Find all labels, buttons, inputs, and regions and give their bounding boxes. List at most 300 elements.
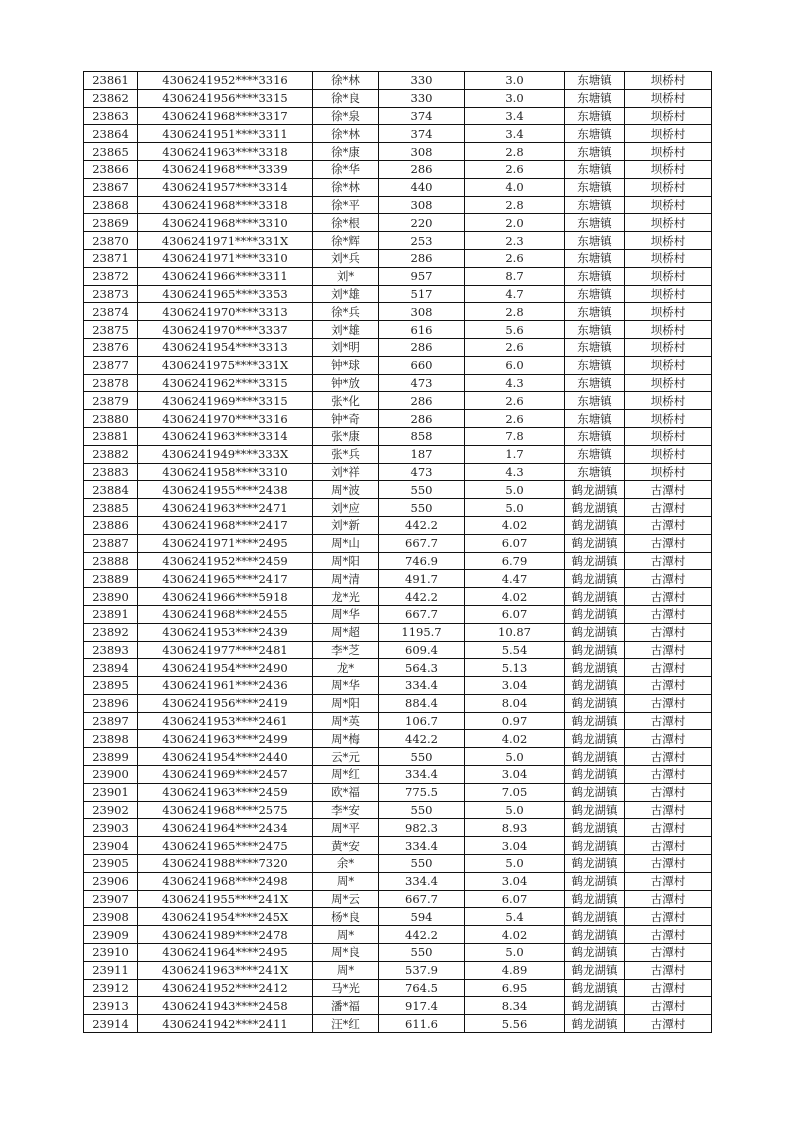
name-cell: 余* [313, 855, 379, 873]
quantity-cell: 3.4 [465, 107, 565, 125]
village-cell: 古潭村 [625, 481, 712, 499]
town-cell: 鹤龙湖镇 [565, 712, 625, 730]
name-cell: 马*光 [313, 979, 379, 997]
quantity-cell: 4.3 [465, 463, 565, 481]
village-cell: 古潭村 [625, 605, 712, 623]
table-row [84, 552, 712, 570]
name-cell: 徐*林 [313, 125, 379, 143]
quantity-cell: 3.04 [465, 837, 565, 855]
row-number-cell: 23872 [84, 267, 138, 285]
id-number-cell: 4306241963****3318 [138, 143, 313, 161]
village-cell: 坝桥村 [625, 445, 712, 463]
table-body [84, 72, 712, 1033]
amount-cell: 334.4 [379, 872, 465, 890]
village-cell: 古潭村 [625, 979, 712, 997]
row-number-cell: 23908 [84, 908, 138, 926]
amount-cell: 550 [379, 855, 465, 873]
town-cell: 鹤龙湖镇 [565, 837, 625, 855]
quantity-cell: 8.04 [465, 694, 565, 712]
amount-cell: 106.7 [379, 712, 465, 730]
row-number-cell: 23877 [84, 356, 138, 374]
name-cell: 徐*林 [313, 178, 379, 196]
name-cell: 刘* [313, 267, 379, 285]
row-number-cell: 23881 [84, 427, 138, 445]
id-number-cell: 4306241970****3316 [138, 410, 313, 428]
name-cell: 刘*祥 [313, 463, 379, 481]
amount-cell: 764.5 [379, 979, 465, 997]
row-number-cell: 23861 [84, 72, 138, 90]
quantity-cell: 6.95 [465, 979, 565, 997]
row-number-cell: 23889 [84, 570, 138, 588]
quantity-cell: 3.04 [465, 677, 565, 695]
row-number-cell: 23883 [84, 463, 138, 481]
town-cell: 鹤龙湖镇 [565, 516, 625, 534]
table-row [84, 766, 712, 784]
table-row [84, 89, 712, 107]
row-number-cell: 23876 [84, 338, 138, 356]
row-number-cell: 23906 [84, 872, 138, 890]
name-cell: 徐*辉 [313, 232, 379, 250]
name-cell: 刘*雄 [313, 321, 379, 339]
table-row [84, 321, 712, 339]
table-row [84, 659, 712, 677]
id-number-cell: 4306241968****3310 [138, 214, 313, 232]
quantity-cell: 2.3 [465, 232, 565, 250]
village-cell: 古潭村 [625, 872, 712, 890]
town-cell: 鹤龙湖镇 [565, 481, 625, 499]
table-row [84, 890, 712, 908]
quantity-cell: 5.0 [465, 801, 565, 819]
town-cell: 鹤龙湖镇 [565, 890, 625, 908]
town-cell: 鹤龙湖镇 [565, 623, 625, 641]
name-cell: 周*波 [313, 481, 379, 499]
table-row [84, 748, 712, 766]
name-cell: 徐*泉 [313, 107, 379, 125]
town-cell: 鹤龙湖镇 [565, 694, 625, 712]
town-cell: 鹤龙湖镇 [565, 819, 625, 837]
table-row [84, 641, 712, 659]
town-cell: 鹤龙湖镇 [565, 961, 625, 979]
village-cell: 古潭村 [625, 516, 712, 534]
row-number-cell: 23894 [84, 659, 138, 677]
town-cell: 鹤龙湖镇 [565, 766, 625, 784]
amount-cell: 957 [379, 267, 465, 285]
village-cell: 坝桥村 [625, 356, 712, 374]
village-cell: 坝桥村 [625, 410, 712, 428]
row-number-cell: 23895 [84, 677, 138, 695]
quantity-cell: 2.8 [465, 196, 565, 214]
id-number-cell: 4306241977****2481 [138, 641, 313, 659]
village-cell: 坝桥村 [625, 427, 712, 445]
village-cell: 古潭村 [625, 801, 712, 819]
name-cell: 张*康 [313, 427, 379, 445]
village-cell: 古潭村 [625, 748, 712, 766]
row-number-cell: 23887 [84, 534, 138, 552]
village-cell: 古潭村 [625, 961, 712, 979]
town-cell: 东塘镇 [565, 107, 625, 125]
id-number-cell: 4306241971****3310 [138, 249, 313, 267]
town-cell: 东塘镇 [565, 303, 625, 321]
id-number-cell: 4306241953****2461 [138, 712, 313, 730]
amount-cell: 491.7 [379, 570, 465, 588]
town-cell: 东塘镇 [565, 445, 625, 463]
name-cell: 徐*兵 [313, 303, 379, 321]
row-number-cell: 23896 [84, 694, 138, 712]
table-row [84, 961, 712, 979]
town-cell: 鹤龙湖镇 [565, 499, 625, 517]
name-cell: 周*红 [313, 766, 379, 784]
town-cell: 东塘镇 [565, 374, 625, 392]
town-cell: 鹤龙湖镇 [565, 926, 625, 944]
row-number-cell: 23866 [84, 160, 138, 178]
village-cell: 古潭村 [625, 944, 712, 962]
amount-cell: 982.3 [379, 819, 465, 837]
table-row [84, 819, 712, 837]
amount-cell: 775.5 [379, 783, 465, 801]
id-number-cell: 4306241975****331X [138, 356, 313, 374]
row-number-cell: 23867 [84, 178, 138, 196]
amount-cell: 550 [379, 481, 465, 499]
town-cell: 东塘镇 [565, 160, 625, 178]
id-number-cell: 4306241968****2498 [138, 872, 313, 890]
quantity-cell: 5.0 [465, 855, 565, 873]
quantity-cell: 4.02 [465, 926, 565, 944]
town-cell: 东塘镇 [565, 463, 625, 481]
name-cell: 周*超 [313, 623, 379, 641]
quantity-cell: 6.07 [465, 605, 565, 623]
town-cell: 鹤龙湖镇 [565, 552, 625, 570]
table-row [84, 160, 712, 178]
table-row [84, 338, 712, 356]
name-cell: 钟*奇 [313, 410, 379, 428]
name-cell: 刘*新 [313, 516, 379, 534]
name-cell: 刘*应 [313, 499, 379, 517]
id-number-cell: 4306241968****3318 [138, 196, 313, 214]
village-cell: 坝桥村 [625, 338, 712, 356]
name-cell: 潘*福 [313, 997, 379, 1015]
town-cell: 鹤龙湖镇 [565, 570, 625, 588]
town-cell: 东塘镇 [565, 214, 625, 232]
name-cell: 周*平 [313, 819, 379, 837]
village-cell: 古潭村 [625, 499, 712, 517]
quantity-cell: 4.02 [465, 730, 565, 748]
id-number-cell: 4306241954****2490 [138, 659, 313, 677]
town-cell: 鹤龙湖镇 [565, 748, 625, 766]
quantity-cell: 10.87 [465, 623, 565, 641]
id-number-cell: 4306241943****2458 [138, 997, 313, 1015]
id-number-cell: 4306241952****2459 [138, 552, 313, 570]
table-row [84, 72, 712, 90]
row-number-cell: 23892 [84, 623, 138, 641]
name-cell: 徐*林 [313, 72, 379, 90]
quantity-cell: 3.4 [465, 125, 565, 143]
town-cell: 鹤龙湖镇 [565, 1015, 625, 1033]
row-number-cell: 23886 [84, 516, 138, 534]
quantity-cell: 2.8 [465, 303, 565, 321]
amount-cell: 473 [379, 374, 465, 392]
quantity-cell: 2.6 [465, 392, 565, 410]
name-cell: 李*芝 [313, 641, 379, 659]
town-cell: 东塘镇 [565, 196, 625, 214]
town-cell: 东塘镇 [565, 89, 625, 107]
village-cell: 坝桥村 [625, 249, 712, 267]
id-number-cell: 4306241952****3316 [138, 72, 313, 90]
table-row [84, 694, 712, 712]
village-cell: 坝桥村 [625, 392, 712, 410]
id-number-cell: 4306241963****2459 [138, 783, 313, 801]
id-number-cell: 4306241963****2471 [138, 499, 313, 517]
quantity-cell: 7.8 [465, 427, 565, 445]
quantity-cell: 4.02 [465, 516, 565, 534]
town-cell: 鹤龙湖镇 [565, 944, 625, 962]
amount-cell: 442.2 [379, 588, 465, 606]
amount-cell: 440 [379, 178, 465, 196]
id-number-cell: 4306241968****3317 [138, 107, 313, 125]
quantity-cell: 4.47 [465, 570, 565, 588]
data-table [83, 71, 712, 1033]
table-row [84, 249, 712, 267]
row-number-cell: 23900 [84, 766, 138, 784]
table-row [84, 107, 712, 125]
name-cell: 徐*康 [313, 143, 379, 161]
village-cell: 古潭村 [625, 552, 712, 570]
id-number-cell: 4306241965****3353 [138, 285, 313, 303]
row-number-cell: 23891 [84, 605, 138, 623]
town-cell: 东塘镇 [565, 143, 625, 161]
id-number-cell: 4306241968****2455 [138, 605, 313, 623]
village-cell: 古潭村 [625, 677, 712, 695]
quantity-cell: 1.7 [465, 445, 565, 463]
quantity-cell: 4.89 [465, 961, 565, 979]
table-row [84, 855, 712, 873]
amount-cell: 550 [379, 944, 465, 962]
village-cell: 古潭村 [625, 855, 712, 873]
town-cell: 鹤龙湖镇 [565, 730, 625, 748]
id-number-cell: 4306241964****2434 [138, 819, 313, 837]
row-number-cell: 23911 [84, 961, 138, 979]
amount-cell: 884.4 [379, 694, 465, 712]
name-cell: 刘*明 [313, 338, 379, 356]
town-cell: 东塘镇 [565, 392, 625, 410]
name-cell: 张*兵 [313, 445, 379, 463]
town-cell: 鹤龙湖镇 [565, 997, 625, 1015]
town-cell: 东塘镇 [565, 232, 625, 250]
village-cell: 古潭村 [625, 1015, 712, 1033]
amount-cell: 550 [379, 801, 465, 819]
name-cell: 徐*平 [313, 196, 379, 214]
table-row [84, 481, 712, 499]
village-cell: 古潭村 [625, 908, 712, 926]
name-cell: 刘*雄 [313, 285, 379, 303]
quantity-cell: 6.0 [465, 356, 565, 374]
amount-cell: 286 [379, 338, 465, 356]
quantity-cell: 3.04 [465, 766, 565, 784]
amount-cell: 594 [379, 908, 465, 926]
name-cell: 徐*良 [313, 89, 379, 107]
quantity-cell: 5.54 [465, 641, 565, 659]
amount-cell: 442.2 [379, 730, 465, 748]
village-cell: 古潭村 [625, 766, 712, 784]
id-number-cell: 4306241957****3314 [138, 178, 313, 196]
row-number-cell: 23898 [84, 730, 138, 748]
table-row [84, 463, 712, 481]
table-row [84, 445, 712, 463]
village-cell: 古潭村 [625, 997, 712, 1015]
name-cell: 刘*兵 [313, 249, 379, 267]
village-cell: 坝桥村 [625, 143, 712, 161]
amount-cell: 564.3 [379, 659, 465, 677]
amount-cell: 442.2 [379, 926, 465, 944]
town-cell: 鹤龙湖镇 [565, 783, 625, 801]
row-number-cell: 23868 [84, 196, 138, 214]
quantity-cell: 5.0 [465, 944, 565, 962]
name-cell: 钟*球 [313, 356, 379, 374]
town-cell: 东塘镇 [565, 249, 625, 267]
quantity-cell: 4.02 [465, 588, 565, 606]
quantity-cell: 8.7 [465, 267, 565, 285]
row-number-cell: 23907 [84, 890, 138, 908]
village-cell: 古潭村 [625, 926, 712, 944]
table-row [84, 677, 712, 695]
table-row [84, 872, 712, 890]
village-cell: 坝桥村 [625, 285, 712, 303]
name-cell: 李*安 [313, 801, 379, 819]
row-number-cell: 23910 [84, 944, 138, 962]
town-cell: 东塘镇 [565, 427, 625, 445]
amount-cell: 308 [379, 143, 465, 161]
table-row [84, 623, 712, 641]
town-cell: 东塘镇 [565, 267, 625, 285]
table-row [84, 285, 712, 303]
id-number-cell: 4306241954****3313 [138, 338, 313, 356]
name-cell: 周*清 [313, 570, 379, 588]
village-cell: 古潭村 [625, 570, 712, 588]
amount-cell: 308 [379, 303, 465, 321]
id-number-cell: 4306241956****2419 [138, 694, 313, 712]
table-row [84, 783, 712, 801]
amount-cell: 517 [379, 285, 465, 303]
quantity-cell: 2.8 [465, 143, 565, 161]
town-cell: 东塘镇 [565, 410, 625, 428]
village-cell: 坝桥村 [625, 107, 712, 125]
quantity-cell: 2.6 [465, 410, 565, 428]
village-cell: 坝桥村 [625, 196, 712, 214]
amount-cell: 286 [379, 392, 465, 410]
table-row [84, 356, 712, 374]
table-row [84, 178, 712, 196]
amount-cell: 330 [379, 89, 465, 107]
village-cell: 古潭村 [625, 694, 712, 712]
quantity-cell: 5.13 [465, 659, 565, 677]
town-cell: 鹤龙湖镇 [565, 855, 625, 873]
amount-cell: 374 [379, 107, 465, 125]
row-number-cell: 23909 [84, 926, 138, 944]
table-row [84, 944, 712, 962]
id-number-cell: 4306241963****2499 [138, 730, 313, 748]
town-cell: 东塘镇 [565, 338, 625, 356]
row-number-cell: 23879 [84, 392, 138, 410]
row-number-cell: 23885 [84, 499, 138, 517]
name-cell: 周* [313, 926, 379, 944]
name-cell: 周*阳 [313, 552, 379, 570]
quantity-cell: 8.93 [465, 819, 565, 837]
quantity-cell: 2.6 [465, 160, 565, 178]
amount-cell: 550 [379, 748, 465, 766]
amount-cell: 609.4 [379, 641, 465, 659]
town-cell: 鹤龙湖镇 [565, 872, 625, 890]
village-cell: 坝桥村 [625, 178, 712, 196]
table-row [84, 570, 712, 588]
town-cell: 鹤龙湖镇 [565, 641, 625, 659]
table-row [84, 926, 712, 944]
row-number-cell: 23874 [84, 303, 138, 321]
id-number-cell: 4306241949****333X [138, 445, 313, 463]
id-number-cell: 4306241963****241X [138, 961, 313, 979]
village-cell: 古潭村 [625, 730, 712, 748]
village-cell: 坝桥村 [625, 463, 712, 481]
row-number-cell: 23912 [84, 979, 138, 997]
table-row [84, 534, 712, 552]
table-row [84, 801, 712, 819]
amount-cell: 667.7 [379, 534, 465, 552]
village-cell: 古潭村 [625, 819, 712, 837]
name-cell: 周*梅 [313, 730, 379, 748]
village-cell: 坝桥村 [625, 321, 712, 339]
table-row [84, 712, 712, 730]
row-number-cell: 23902 [84, 801, 138, 819]
town-cell: 鹤龙湖镇 [565, 801, 625, 819]
id-number-cell: 4306241989****2478 [138, 926, 313, 944]
amount-cell: 473 [379, 463, 465, 481]
row-number-cell: 23901 [84, 783, 138, 801]
id-number-cell: 4306241971****2495 [138, 534, 313, 552]
id-number-cell: 4306241955****2438 [138, 481, 313, 499]
name-cell: 黄*安 [313, 837, 379, 855]
row-number-cell: 23903 [84, 819, 138, 837]
name-cell: 徐*根 [313, 214, 379, 232]
table-row [84, 516, 712, 534]
village-cell: 古潭村 [625, 534, 712, 552]
name-cell: 周*英 [313, 712, 379, 730]
table-row [84, 303, 712, 321]
id-number-cell: 4306241953****2439 [138, 623, 313, 641]
village-cell: 坝桥村 [625, 89, 712, 107]
table-row [84, 267, 712, 285]
id-number-cell: 4306241970****3337 [138, 321, 313, 339]
id-number-cell: 4306241954****245X [138, 908, 313, 926]
table-row [84, 908, 712, 926]
id-number-cell: 4306241966****3311 [138, 267, 313, 285]
amount-cell: 334.4 [379, 837, 465, 855]
table-row [84, 143, 712, 161]
quantity-cell: 5.0 [465, 499, 565, 517]
amount-cell: 611.6 [379, 1015, 465, 1033]
town-cell: 鹤龙湖镇 [565, 979, 625, 997]
quantity-cell: 2.0 [465, 214, 565, 232]
row-number-cell: 23913 [84, 997, 138, 1015]
amount-cell: 334.4 [379, 677, 465, 695]
row-number-cell: 23899 [84, 748, 138, 766]
row-number-cell: 23905 [84, 855, 138, 873]
id-number-cell: 4306241955****241X [138, 890, 313, 908]
table-row [84, 196, 712, 214]
table-row [84, 1015, 712, 1033]
amount-cell: 286 [379, 410, 465, 428]
table-row [84, 214, 712, 232]
quantity-cell: 5.4 [465, 908, 565, 926]
village-cell: 古潭村 [625, 890, 712, 908]
town-cell: 鹤龙湖镇 [565, 659, 625, 677]
